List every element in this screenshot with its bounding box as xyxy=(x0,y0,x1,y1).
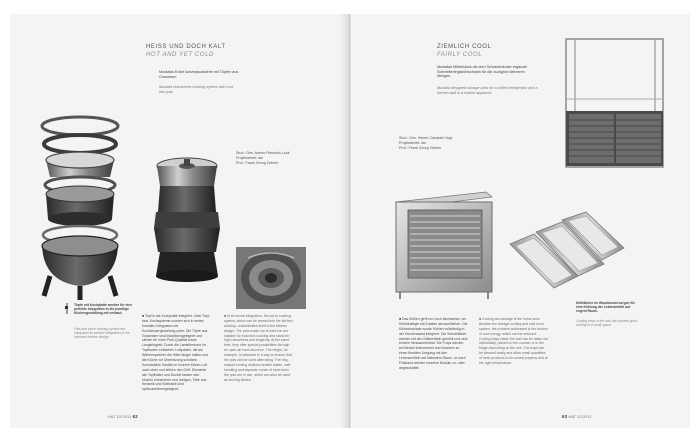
right-folio-number: 63 xyxy=(562,414,568,419)
right-folio xyxy=(562,414,642,419)
wall-unit-frame xyxy=(566,39,663,167)
right-caption-en: Cooling trays in the wall unit provide good cooling in a small space xyxy=(576,319,638,328)
assembled-pot xyxy=(154,158,220,282)
left-folio-number: 62 xyxy=(132,414,138,419)
right-credit-line-2: Projektarbeit: fan xyxy=(399,141,427,145)
cooling-trays xyxy=(510,212,624,288)
open-cooling-cabinet xyxy=(396,192,492,299)
right-heading: ZIEMLICH COOL xyxy=(437,44,492,50)
left-folio-label: HAT 02/2011 xyxy=(108,415,132,419)
right-body-column-2: ■ Cooling and storage is the home area. Besides the storage cooling and cold room system, the problem addressed is the burden of cool energy, which can be reduced. Cooling trays inside the wall can be taken out individually, placed on the counter or in the fridge depending on the use. The trays can be cleaned easily and allow small quantities of fresh products to be stored properly and at the right temperature. xyxy=(479,317,548,366)
left-intro-en: Mustafa researches cooking system with cool iron pots xyxy=(159,85,234,94)
left-caption-en: Pots and stove cooking system are integrated for perfect integration in the intended kitchen design xyxy=(74,327,130,340)
left-folio xyxy=(108,414,188,419)
right-subheading: FAIRLY COOL xyxy=(437,52,483,58)
right-intro-en: Mustafa designed storage units for a chilled refrigerator and a kitchen wall in a mobile appliance xyxy=(437,86,538,95)
left-body-column-1: ■ Topf in die Kochplatte integriert. Zwei Topf- bzw. Kochsysteme wurden sich in seiner formalen Integration der Kochkörpergestaltung unter. Die Töpfe aus Gusseisen sind induktionsgeeignet und stehen für hohe Profi-Qualität sowie Langlebigkeit. Durch die Lamellenzone im Topfboden entstehen Luftpolster, die als Wärmespeicher die Hitze länger halten und die Küche vor Überhitzung schützen. Konstruktive Kanäle im Inneren führen Luft nach oben und kühlen den Griff. Elemente wie Topfhalter und Deckel lassen sich einzeln entnehmen und reinigen, Teile aus Keramik und Edelstahl sind spülmaschinengeeignet. xyxy=(142,314,210,392)
left-body-column-2: ■ In its formal integration, the pot-in cooking system, which can be viewed into the kitchen worktop, subordinates itself to the kitchen design. The pots made out of cast iron are suitable for induction cooking and stand for high robustness and longevity. At the same time, they offer special possibilities through an open-air bowl structure. The height, for example, is balanced in a way to ensure that the pots can be used alternating. The ring-shaped cooling sections enable stable, safe handling and separate zones of heat when the pots are in use, which can also be used as serving dishes. xyxy=(224,314,293,382)
left-credit-line-3: Prof.: Frank Georg Zebner xyxy=(236,161,279,165)
left-caption-de: Töpfe mit Kochplatte werden für eine perfekte Integration in die jeweilige Küchengestaltung mit verbaut. xyxy=(74,303,133,316)
left-heading: HEISS UND DOCH KALT xyxy=(146,44,226,50)
left-credit-line-1: Stud.: Des. Antero Pissentio Look xyxy=(236,151,290,155)
left-credit-line-2: Projektarbeit: fan xyxy=(236,156,264,160)
right-intro-de: Mustafas Möbelstück als dem Schrankroboter ergänzte Schmetterlingskühlschrank für die zuzüglich kleineren Mengen. xyxy=(437,65,528,79)
cooktop-closeup xyxy=(236,247,306,309)
exploded-pot-stack xyxy=(42,117,118,314)
left-intro-de: Mustafas Enkel konzeptualisierte mit Töpfen aus Gusseisen xyxy=(159,70,239,79)
right-credit-line-3: Prof.: Frank Georg Zebner xyxy=(399,146,442,150)
right-caption-de: Kühlfächer im Wandmodul sorgen für eine Kühlung der Lebensmittel auf engem Raum. xyxy=(576,301,635,314)
right-credit-line-1: Stud.: Des. Heiner Candrahi Vogt xyxy=(399,136,453,140)
right-folio-label: HAT 02/2011 xyxy=(568,415,592,419)
left-page xyxy=(10,14,350,428)
right-body-column-1: ■ Das Kühlen geht nur noch stückweise, um Kühlstrategie mit Zutaten abzuschließen. Die Kühlschublade wurde Kühlen vollständig in der Küchenwand integriert. Die Schubfächer werden mit den Kältemitteln gekühlt und sind einzeln herausnehmbar. Die Trays werden bei Bedarf entnommen und erlauben so einen flexiblen Umgang mit den Lebensmitteln auf kleinstem Raum. Je nach Füllstand werden einzelne Module zu- oder abgeschaltet. xyxy=(399,317,468,370)
right-page xyxy=(350,14,690,428)
left-subheading: HOT AND YET COLD xyxy=(146,52,214,58)
